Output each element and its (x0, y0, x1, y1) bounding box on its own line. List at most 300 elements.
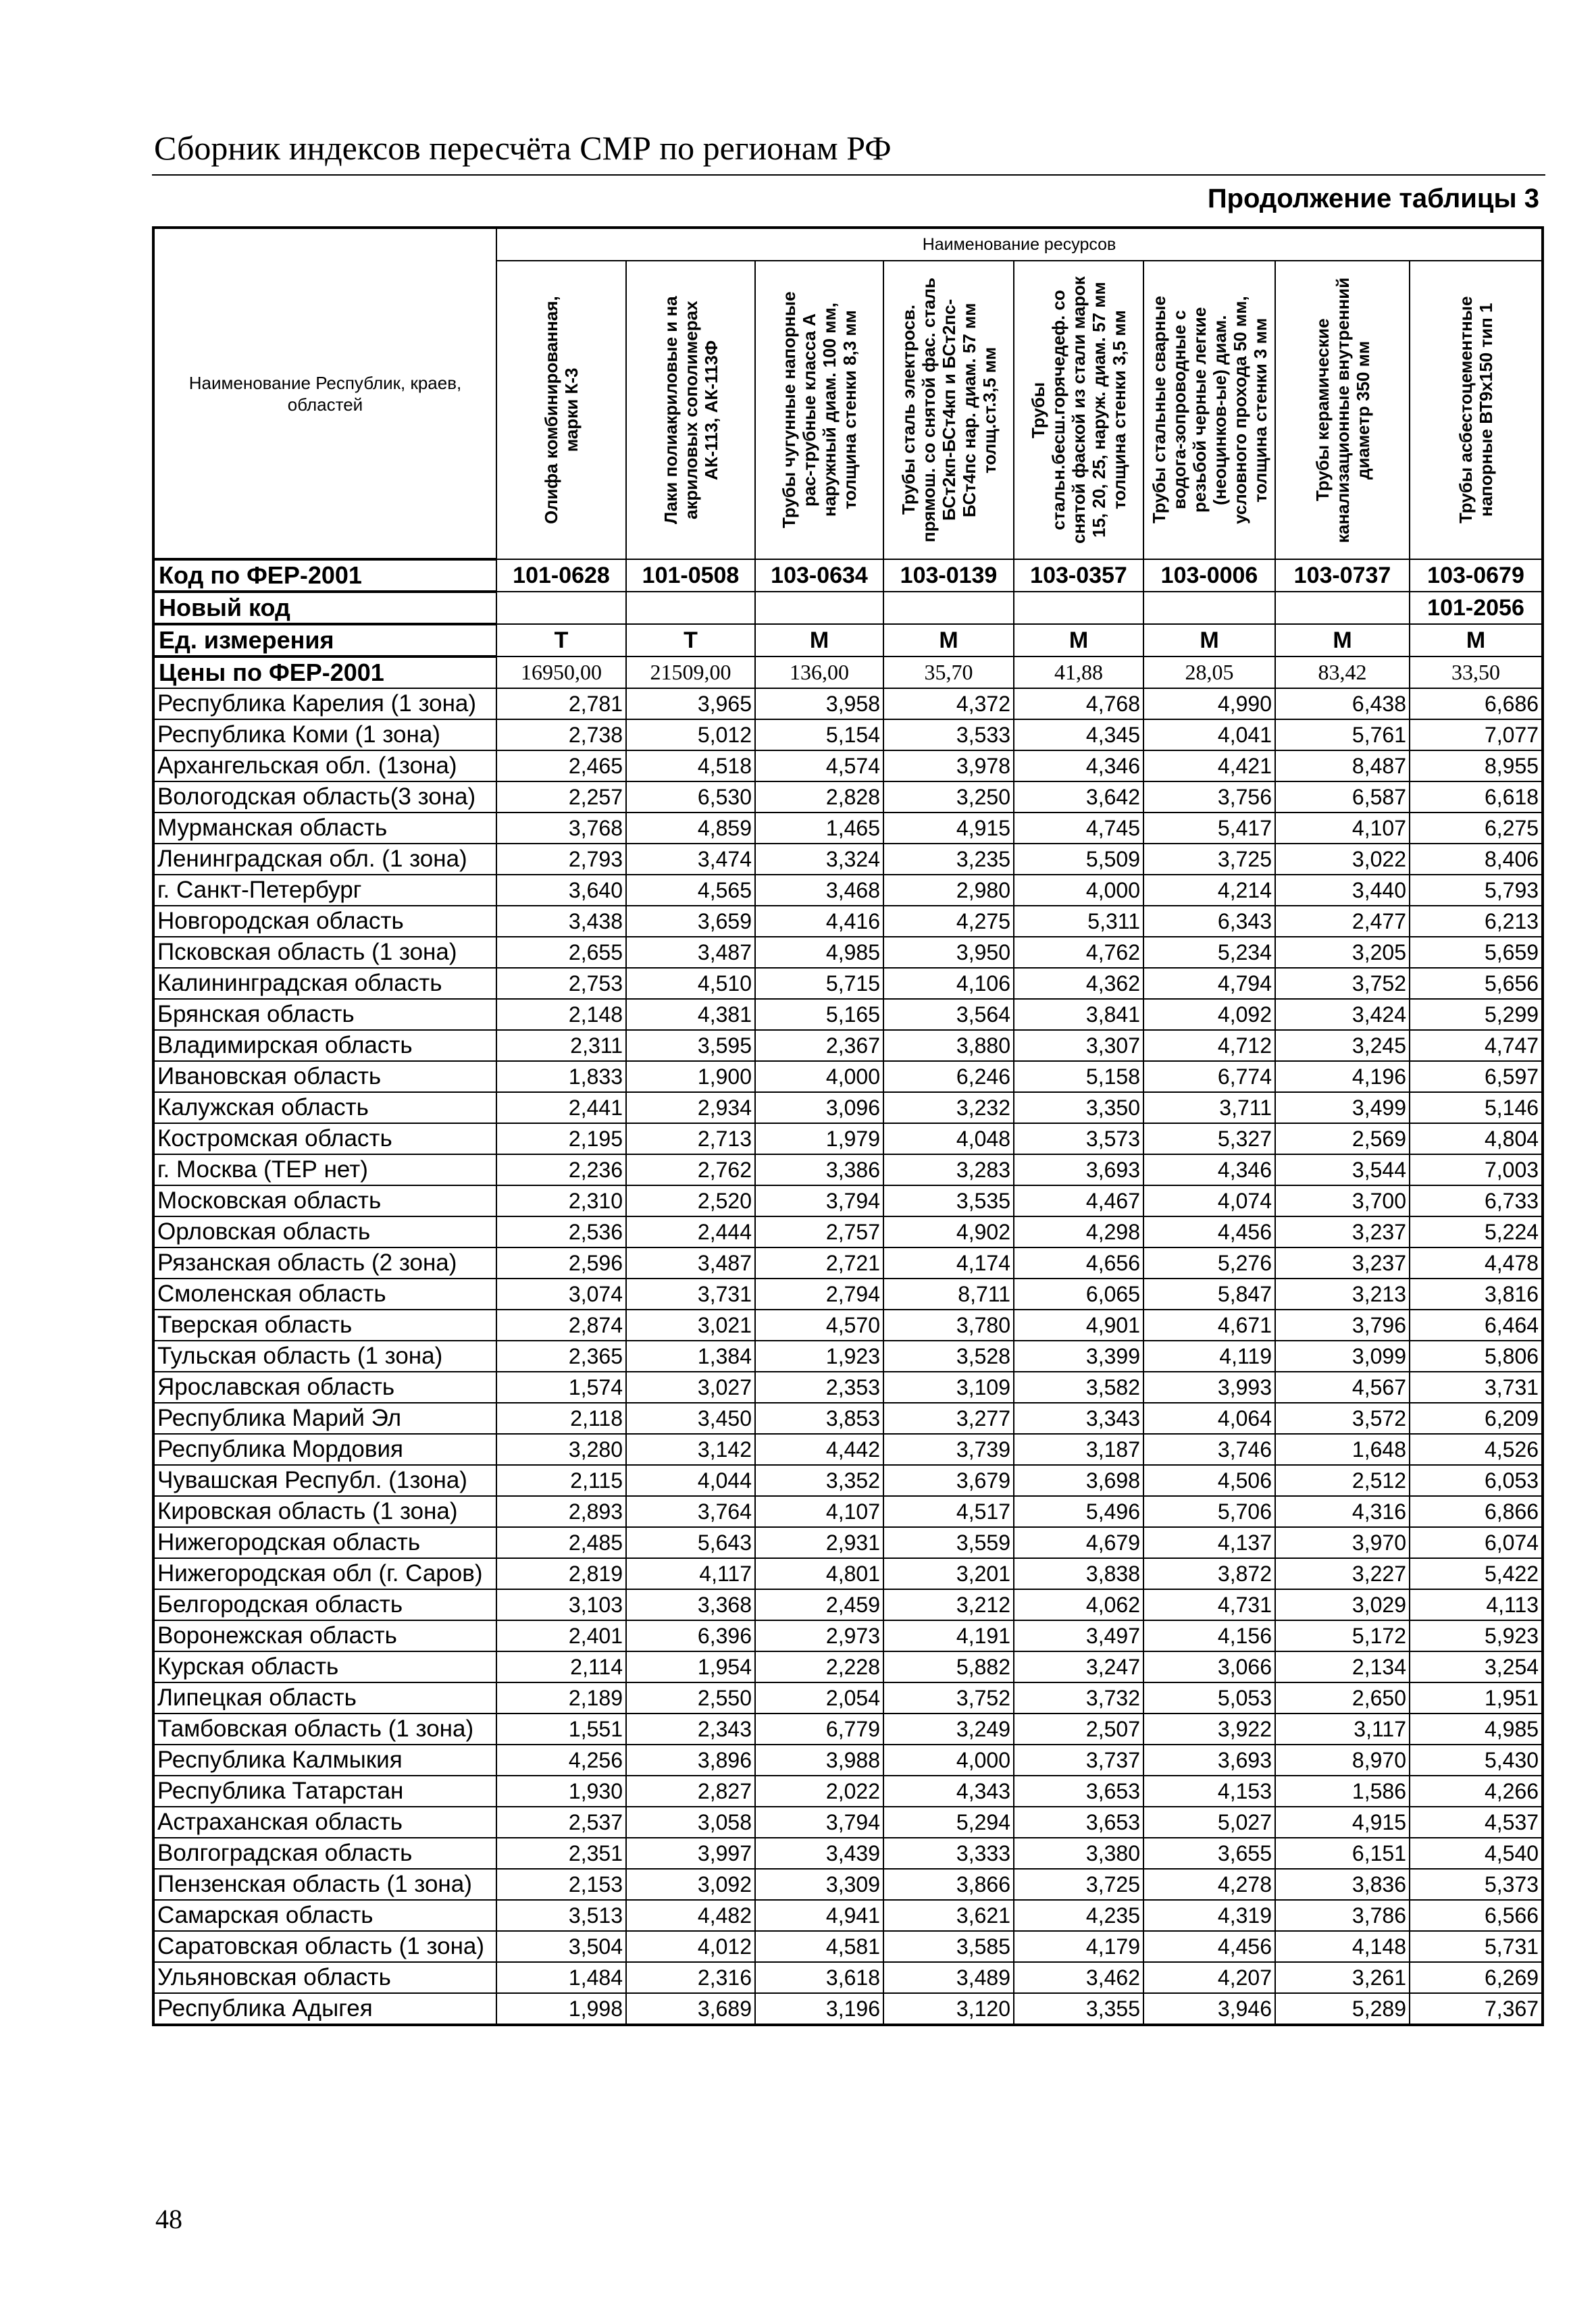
table-row (153, 1154, 1543, 1185)
index-value: 4,345 (1014, 719, 1143, 750)
meta-cell: 35,70 (883, 656, 1014, 688)
index-value: 2,310 (496, 1185, 626, 1216)
index-value: 6,438 (1275, 688, 1410, 719)
region-name: Самарская область (153, 1900, 496, 1931)
index-value: 6,275 (1410, 813, 1543, 844)
index-value: 4,156 (1143, 1620, 1275, 1651)
index-value: 3,462 (1014, 1962, 1143, 1993)
index-value: 3,836 (1275, 1869, 1410, 1900)
table-row (153, 1372, 1543, 1403)
index-value: 6,269 (1410, 1962, 1543, 1993)
index-value: 3,074 (496, 1279, 626, 1310)
index-value: 5,327 (1143, 1123, 1275, 1154)
index-value: 4,148 (1275, 1931, 1410, 1962)
index-value: 3,237 (1275, 1216, 1410, 1247)
page-number: 48 (155, 2204, 182, 2234)
index-value: 2,793 (496, 844, 626, 875)
index-value: 3,965 (626, 688, 755, 719)
index-value: 6,779 (755, 1714, 883, 1745)
meta-cell (626, 592, 755, 624)
index-value: 3,585 (883, 1931, 1014, 1962)
index-value: 6,866 (1410, 1496, 1543, 1527)
region-name: Республика Татарстан (153, 1776, 496, 1807)
index-value: 5,656 (1410, 968, 1543, 999)
index-value: 3,572 (1275, 1403, 1410, 1434)
resource-name: Лаки полиакриловые и на акриловых сополимерах АК-113, АК-113Ф (660, 296, 721, 524)
table-row (153, 781, 1543, 813)
table-row (153, 1279, 1543, 1310)
index-value: 6,733 (1410, 1185, 1543, 1216)
index-value: 6,618 (1410, 781, 1543, 813)
index-value: 5,165 (755, 999, 883, 1030)
index-value: 1,951 (1410, 1682, 1543, 1714)
table-row (153, 1496, 1543, 1527)
index-value: 3,659 (626, 906, 755, 937)
index-value: 5,847 (1143, 1279, 1275, 1310)
index-value: 3,896 (626, 1745, 755, 1776)
index-value: 2,343 (626, 1714, 755, 1745)
meta-row-label: Ед. измерения (153, 624, 496, 656)
index-value: 4,901 (1014, 1310, 1143, 1341)
index-value: 3,737 (1014, 1745, 1143, 1776)
meta-cell: 103-0006 (1143, 559, 1275, 592)
index-value: 4,106 (883, 968, 1014, 999)
table-row (153, 1216, 1543, 1247)
resource-column-header (626, 261, 755, 559)
table-row (153, 1714, 1543, 1745)
index-value: 4,902 (883, 1216, 1014, 1247)
index-value: 3,096 (755, 1092, 883, 1123)
index-value: 3,368 (626, 1589, 755, 1620)
table-row (153, 1403, 1543, 1434)
table-row (153, 1807, 1543, 1838)
index-value: 1,900 (626, 1061, 755, 1092)
meta-cell: 136,00 (755, 656, 883, 688)
index-value: 2,650 (1275, 1682, 1410, 1714)
index-value: 3,725 (1014, 1869, 1143, 1900)
meta-cell (1275, 592, 1410, 624)
index-value: 4,574 (755, 750, 883, 781)
index-value: 3,655 (1143, 1838, 1275, 1869)
index-value: 4,731 (1143, 1589, 1275, 1620)
index-value: 2,189 (496, 1682, 626, 1714)
index-value: 6,587 (1275, 781, 1410, 813)
index-value: 2,520 (626, 1185, 755, 1216)
resource-name: Трубы керамические канализационные внутренний диаметр 350 мм (1312, 277, 1373, 543)
index-value: 4,768 (1014, 688, 1143, 719)
index-value: 2,827 (626, 1776, 755, 1807)
table-row (153, 999, 1543, 1030)
index-value: 3,333 (883, 1838, 1014, 1869)
resource-column-header (1275, 261, 1410, 559)
index-value: 6,566 (1410, 1900, 1543, 1931)
region-name: Орловская область (153, 1216, 496, 1247)
index-value: 4,256 (496, 1745, 626, 1776)
region-name: Тульская область (1 зона) (153, 1341, 496, 1372)
index-value: 5,224 (1410, 1216, 1543, 1247)
index-value: 3,237 (1275, 1247, 1410, 1279)
index-value: 3,450 (626, 1403, 755, 1434)
index-value: 4,048 (883, 1123, 1014, 1154)
table-row (153, 1745, 1543, 1776)
region-name: Волгоградская область (153, 1838, 496, 1869)
meta-cell: 21509,00 (626, 656, 755, 688)
index-value: 2,507 (1014, 1714, 1143, 1745)
index-value: 3,746 (1143, 1434, 1275, 1465)
meta-cell: 83,42 (1275, 656, 1410, 688)
table-row (153, 1651, 1543, 1682)
meta-cell (1143, 592, 1275, 624)
region-name: Вологодская область(3 зона) (153, 781, 496, 813)
index-value: 4,747 (1410, 1030, 1543, 1061)
meta-cell: 103-0679 (1410, 559, 1543, 592)
index-value: 3,794 (755, 1185, 883, 1216)
index-value: 4,153 (1143, 1776, 1275, 1807)
index-value: 3,109 (883, 1372, 1014, 1403)
index-value: 3,021 (626, 1310, 755, 1341)
region-name: Архангельская обл. (1зона) (153, 750, 496, 781)
index-value: 5,417 (1143, 813, 1275, 844)
index-value: 4,000 (883, 1745, 1014, 1776)
index-value: 6,530 (626, 781, 755, 813)
index-value: 1,930 (496, 1776, 626, 1807)
index-value: 3,386 (755, 1154, 883, 1185)
index-value: 3,764 (626, 1496, 755, 1527)
table-row (153, 1962, 1543, 1993)
index-value: 2,738 (496, 719, 626, 750)
index-value: 5,793 (1410, 875, 1543, 906)
index-value: 3,438 (496, 906, 626, 937)
meta-cell: М (1275, 624, 1410, 656)
index-value: 3,247 (1014, 1651, 1143, 1682)
index-value: 4,041 (1143, 719, 1275, 750)
meta-cell: 101-2056 (1410, 592, 1543, 624)
region-name: Липецкая область (153, 1682, 496, 1714)
index-value: 3,535 (883, 1185, 1014, 1216)
index-value: 5,706 (1143, 1496, 1275, 1527)
index-value: 2,228 (755, 1651, 883, 1682)
index-value: 2,401 (496, 1620, 626, 1651)
index-value: 2,459 (755, 1589, 883, 1620)
index-value: 1,484 (496, 1962, 626, 1993)
index-value: 4,316 (1275, 1496, 1410, 1527)
index-value: 3,489 (883, 1962, 1014, 1993)
region-name: Пензенская область (1 зона) (153, 1869, 496, 1900)
index-value: 4,092 (1143, 999, 1275, 1030)
index-value: 3,343 (1014, 1403, 1143, 1434)
region-name: Белгородская область (153, 1589, 496, 1620)
meta-cell: 41,88 (1014, 656, 1143, 688)
region-name: Астраханская область (153, 1807, 496, 1838)
index-value: 4,482 (626, 1900, 755, 1931)
table-row (153, 1434, 1543, 1465)
index-value: 3,499 (1275, 1092, 1410, 1123)
index-value: 4,517 (883, 1496, 1014, 1527)
index-value: 2,762 (626, 1154, 755, 1185)
table-row (153, 906, 1543, 937)
index-value: 2,236 (496, 1154, 626, 1185)
index-value: 2,257 (496, 781, 626, 813)
region-name: Брянская область (153, 999, 496, 1030)
index-value: 3,786 (1275, 1900, 1410, 1931)
meta-cell: Т (496, 624, 626, 656)
index-value: 6,074 (1410, 1527, 1543, 1558)
index-value: 3,066 (1143, 1651, 1275, 1682)
meta-row-label: Код по ФЕР-2001 (153, 559, 496, 592)
index-value: 2,980 (883, 875, 1014, 906)
index-value: 3,780 (883, 1310, 1014, 1341)
index-value: 4,671 (1143, 1310, 1275, 1341)
region-name: Калининградская область (153, 968, 496, 999)
index-value: 3,559 (883, 1527, 1014, 1558)
index-value: 3,796 (1275, 1310, 1410, 1341)
index-value: 3,653 (1014, 1776, 1143, 1807)
index-value: 4,656 (1014, 1247, 1143, 1279)
meta-cell: М (1143, 624, 1275, 656)
resource-column-header (1410, 261, 1543, 559)
index-value: 3,997 (626, 1838, 755, 1869)
index-value: 2,655 (496, 937, 626, 968)
region-name: Смоленская область (153, 1279, 496, 1310)
meta-cell: М (1410, 624, 1543, 656)
index-value: 3,261 (1275, 1962, 1410, 1993)
index-value: 4,510 (626, 968, 755, 999)
meta-cell (755, 592, 883, 624)
index-value: 4,319 (1143, 1900, 1275, 1931)
meta-row (153, 592, 1543, 624)
table-row (153, 1465, 1543, 1496)
index-value: 3,768 (496, 813, 626, 844)
index-value: 3,950 (883, 937, 1014, 968)
index-value: 2,512 (1275, 1465, 1410, 1496)
index-value: 2,794 (755, 1279, 883, 1310)
index-value: 3,872 (1143, 1558, 1275, 1589)
index-value: 2,757 (755, 1216, 883, 1247)
index-value: 2,893 (496, 1496, 626, 1527)
index-value: 2,114 (496, 1651, 626, 1682)
resource-column-header (496, 261, 626, 559)
table-continuation-label: Продолжение таблицы 3 (1207, 184, 1539, 213)
index-value: 3,866 (883, 1869, 1014, 1900)
table-row (153, 1527, 1543, 1558)
meta-row (153, 559, 1543, 592)
index-value: 4,801 (755, 1558, 883, 1589)
index-value: 4,000 (1014, 875, 1143, 906)
index-value: 4,179 (1014, 1931, 1143, 1962)
index-value: 3,307 (1014, 1030, 1143, 1061)
resource-name: Трубы асбестоцементные напорные ВТ9х150 тип 1 (1456, 296, 1497, 524)
index-value: 2,022 (755, 1776, 883, 1807)
index-table (152, 226, 1544, 2026)
index-value: 3,700 (1275, 1185, 1410, 1216)
index-value: 2,721 (755, 1247, 883, 1279)
resource-column-header (1014, 261, 1143, 559)
index-value: 2,713 (626, 1123, 755, 1154)
index-value: 4,235 (1014, 1900, 1143, 1931)
index-value: 4,119 (1143, 1341, 1275, 1372)
index-value: 4,214 (1143, 875, 1275, 906)
index-value: 4,985 (755, 937, 883, 968)
index-value: 4,985 (1410, 1714, 1543, 1745)
region-name: Ленинградская обл. (1 зона) (153, 844, 496, 875)
index-value: 6,343 (1143, 906, 1275, 937)
table-row (153, 1776, 1543, 1807)
meta-cell: 101-0508 (626, 559, 755, 592)
region-name: Московская область (153, 1185, 496, 1216)
region-name: Рязанская область (2 зона) (153, 1247, 496, 1279)
index-value: 3,196 (755, 1993, 883, 2025)
index-value: 5,643 (626, 1527, 755, 1558)
index-value: 5,012 (626, 719, 755, 750)
index-value: 3,213 (1275, 1279, 1410, 1310)
index-value: 4,107 (755, 1496, 883, 1527)
index-value: 2,477 (1275, 906, 1410, 937)
index-value: 5,509 (1014, 844, 1143, 875)
table-row (153, 688, 1543, 719)
region-name: Псковская область (1 зона) (153, 937, 496, 968)
index-value: 4,565 (626, 875, 755, 906)
index-value: 4,137 (1143, 1527, 1275, 1558)
index-value: 4,915 (883, 813, 1014, 844)
index-value: 3,922 (1143, 1714, 1275, 1745)
resource-name: Трубы стальн.бесш.горячедеф. со снятой фаской из стали марок 15, 20, 25, наруж. диам. 57 мм толщина стенки 3,5 мм (1028, 276, 1129, 544)
index-value: 5,027 (1143, 1807, 1275, 1838)
table-row (153, 1092, 1543, 1123)
index-value: 5,731 (1410, 1931, 1543, 1962)
index-value: 3,380 (1014, 1838, 1143, 1869)
index-value: 3,993 (1143, 1372, 1275, 1403)
index-value: 3,103 (496, 1589, 626, 1620)
index-value: 5,882 (883, 1651, 1014, 1682)
index-value: 3,752 (1275, 968, 1410, 999)
index-value: 7,367 (1410, 1993, 1543, 2025)
index-value: 2,931 (755, 1527, 883, 1558)
meta-cell: 103-0139 (883, 559, 1014, 592)
index-value: 1,998 (496, 1993, 626, 2025)
index-value: 4,518 (626, 750, 755, 781)
index-value: 4,196 (1275, 1061, 1410, 1092)
index-value: 4,381 (626, 999, 755, 1030)
index-value: 5,422 (1410, 1558, 1543, 1589)
region-name: Нижегородская обл (г. Саров) (153, 1558, 496, 1589)
index-value: 4,362 (1014, 968, 1143, 999)
index-value: 3,120 (883, 1993, 1014, 2025)
index-value: 3,468 (755, 875, 883, 906)
region-name: Тамбовская область (1 зона) (153, 1714, 496, 1745)
index-value: 3,880 (883, 1030, 1014, 1061)
index-value: 3,582 (1014, 1372, 1143, 1403)
meta-cell: М (755, 624, 883, 656)
index-value: 2,973 (755, 1620, 883, 1651)
index-value: 4,762 (1014, 937, 1143, 968)
index-value: 4,679 (1014, 1527, 1143, 1558)
index-value: 5,761 (1275, 719, 1410, 750)
region-name: Воронежская область (153, 1620, 496, 1651)
region-name: Мурманская область (153, 813, 496, 844)
index-value: 3,027 (626, 1372, 755, 1403)
index-value: 4,275 (883, 906, 1014, 937)
index-value: 3,725 (1143, 844, 1275, 875)
index-value: 3,689 (626, 1993, 755, 2025)
index-value: 3,693 (1014, 1154, 1143, 1185)
index-value: 4,581 (755, 1931, 883, 1962)
index-value: 2,353 (755, 1372, 883, 1403)
index-value: 3,640 (496, 875, 626, 906)
index-value: 3,642 (1014, 781, 1143, 813)
index-value: 5,659 (1410, 937, 1543, 968)
index-value: 2,465 (496, 750, 626, 781)
index-value: 4,000 (755, 1061, 883, 1092)
index-value: 3,958 (755, 688, 883, 719)
index-value: 3,564 (883, 999, 1014, 1030)
index-value: 5,311 (1014, 906, 1143, 937)
index-value: 4,915 (1275, 1807, 1410, 1838)
index-value: 4,346 (1143, 1154, 1275, 1185)
index-value: 4,804 (1410, 1123, 1543, 1154)
resource-name: Трубы сталь электросв. прямош. со снятой фас. сталь БСт2кп-БСт4кп и БСт2пс-БСт4пс нар. диам. 57 мм толщ.ст.3,5 мм (898, 278, 1000, 542)
table-row (153, 1589, 1543, 1620)
index-value: 1,574 (496, 1372, 626, 1403)
index-value: 4,442 (755, 1434, 883, 1465)
index-value: 2,537 (496, 1807, 626, 1838)
index-value: 2,550 (626, 1682, 755, 1714)
resource-column-header (755, 261, 883, 559)
index-value: 4,346 (1014, 750, 1143, 781)
region-name: г. Санкт-Петербург (153, 875, 496, 906)
title-divider (152, 174, 1545, 176)
table-row (153, 1061, 1543, 1092)
index-value: 3,487 (626, 937, 755, 968)
index-value: 4,044 (626, 1465, 755, 1496)
index-value: 4,174 (883, 1247, 1014, 1279)
index-value: 5,294 (883, 1807, 1014, 1838)
meta-row-label: Новый код (153, 592, 496, 624)
table-row (153, 1247, 1543, 1279)
index-value: 3,117 (1275, 1714, 1410, 1745)
index-value: 2,148 (496, 999, 626, 1030)
document-title: Сборник индексов пересчёта СМР по регионам РФ (154, 129, 892, 167)
index-value: 2,596 (496, 1247, 626, 1279)
index-value: 3,497 (1014, 1620, 1143, 1651)
index-value: 5,154 (755, 719, 883, 750)
index-value: 8,955 (1410, 750, 1543, 781)
index-value: 3,838 (1014, 1558, 1143, 1589)
index-value: 2,819 (496, 1558, 626, 1589)
index-value: 1,551 (496, 1714, 626, 1745)
index-value: 3,853 (755, 1403, 883, 1434)
meta-cell: 103-0357 (1014, 559, 1143, 592)
index-value: 3,352 (755, 1465, 883, 1496)
index-value: 4,941 (755, 1900, 883, 1931)
meta-cell: 33,50 (1410, 656, 1543, 688)
index-value: 8,711 (883, 1279, 1014, 1310)
index-value: 1,833 (496, 1061, 626, 1092)
meta-cell: 28,05 (1143, 656, 1275, 688)
index-value: 4,567 (1275, 1372, 1410, 1403)
index-value: 5,430 (1410, 1745, 1543, 1776)
index-value: 2,753 (496, 968, 626, 999)
index-value: 3,355 (1014, 1993, 1143, 2025)
index-value: 3,254 (1410, 1651, 1543, 1682)
meta-cell (496, 592, 626, 624)
index-value: 1,465 (755, 813, 883, 844)
meta-row (153, 656, 1543, 688)
resource-column-header (883, 261, 1014, 559)
index-value: 3,309 (755, 1869, 883, 1900)
region-name: Республика Адыгея (153, 1993, 496, 2025)
index-value: 2,485 (496, 1527, 626, 1558)
index-value: 3,970 (1275, 1527, 1410, 1558)
